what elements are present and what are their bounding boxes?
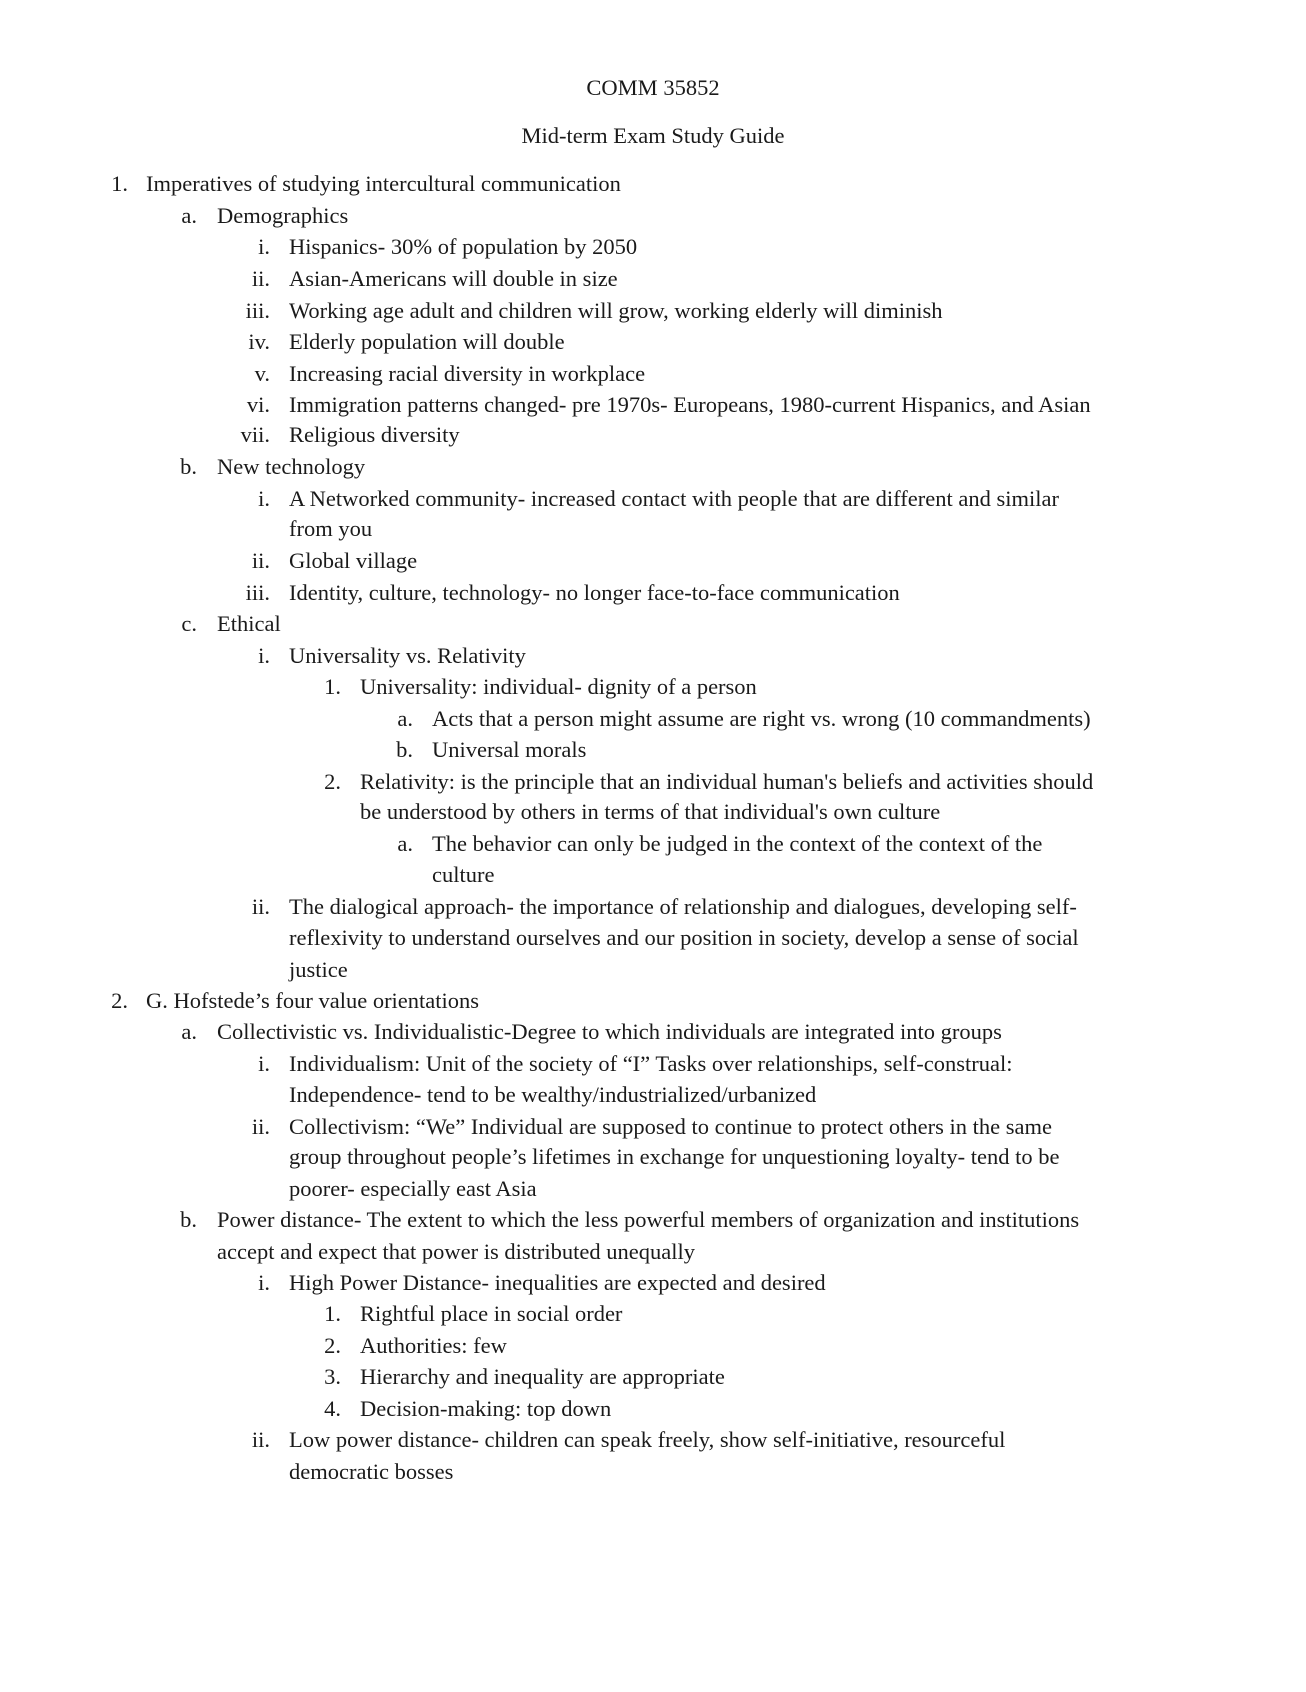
list-item-text: Elderly population will double	[289, 329, 565, 354]
list-item-text: Increasing racial diversity in workplace	[289, 361, 646, 386]
list-item-text: The behavior can only be judged in the context of the context of the	[432, 831, 1043, 856]
list-item-text: justice	[289, 957, 348, 982]
list-marker: a.	[181, 203, 197, 228]
list-item-text: reflexivity to understand ourselves and our position in society, develop a sense of social	[289, 925, 1079, 950]
list-marker: 1.	[324, 674, 341, 699]
list-item-text: Power distance- The extent to which the less powerful members of organization and institutions	[217, 1207, 1080, 1232]
list-item-text: group throughout people’s lifetimes in exchange for unquestioning loyalty- tend to be	[289, 1144, 1060, 1169]
list-marker: 3.	[324, 1364, 341, 1389]
list-item-text: Demographics	[217, 203, 349, 228]
list-item-text: Asian-Americans will double in size	[289, 266, 618, 291]
list-item-text: Global village	[289, 548, 418, 573]
list-marker: c.	[181, 611, 197, 636]
list-marker: b.	[180, 454, 197, 479]
list-item-text: Individualism: Unit of the society of “I” Tasks over relationships, self-construal:	[289, 1051, 1013, 1076]
list-marker: 4.	[324, 1396, 341, 1421]
list-marker: vii.	[240, 422, 270, 447]
list-item-text: Relativity: is the principle that an individual human's beliefs and activities should	[360, 769, 1094, 794]
list-item-text: Authorities: few	[360, 1333, 507, 1358]
list-marker: vi.	[246, 392, 270, 417]
list-item-text: Rightful place in social order	[360, 1301, 623, 1326]
list-marker: ii.	[251, 1427, 270, 1452]
list-marker: ii.	[251, 1114, 270, 1139]
list-item-text: Hispanics- 30% of population by 2050	[289, 234, 638, 259]
list-item-text: accept and expect that power is distributed unequally	[217, 1239, 695, 1264]
list-item-text: Universality vs. Relativity	[289, 643, 526, 668]
list-item-text: Identity, culture, technology- no longer face-to-face communication	[289, 580, 900, 605]
list-item-text: Ethical	[217, 611, 281, 636]
list-marker: ii.	[251, 894, 270, 919]
list-marker: b.	[180, 1207, 197, 1232]
list-marker: i.	[258, 486, 270, 511]
list-marker: iv.	[248, 329, 270, 354]
list-item-text: Collectivistic vs. Individualistic-Degree to which individuals are integrated into groups	[217, 1019, 1002, 1044]
list-item-text: Hierarchy and inequality are appropriate	[360, 1364, 725, 1389]
list-marker: v.	[254, 361, 270, 386]
list-marker: a.	[397, 831, 413, 856]
list-marker: iii.	[245, 580, 270, 605]
list-marker: iii.	[245, 298, 270, 323]
list-item-text: G. Hofstede’s four value orientations	[146, 988, 480, 1013]
list-item-text: High Power Distance- inequalities are expected and desired	[289, 1270, 826, 1295]
list-item-text: Decision-making: top down	[360, 1396, 612, 1421]
list-marker: ii.	[251, 266, 270, 291]
list-item-text: New technology	[217, 454, 366, 479]
list-marker: i.	[258, 643, 270, 668]
list-marker: i.	[258, 1270, 270, 1295]
list-marker: a.	[181, 1019, 197, 1044]
list-item-text: Imperatives of studying intercultural communication	[146, 171, 621, 196]
list-item-text: Religious diversity	[289, 422, 460, 447]
list-item-text: A Networked community- increased contact with people that are different and similar	[289, 486, 1059, 511]
list-item-text: Collectivism: “We” Individual are supposed to continue to protect others in the same	[289, 1114, 1052, 1139]
list-marker: 2.	[324, 1333, 341, 1358]
list-item-text: from you	[289, 516, 373, 541]
list-item-text: culture	[432, 862, 495, 887]
list-marker: b.	[396, 737, 413, 762]
list-marker: ii.	[251, 548, 270, 573]
list-item-text: poorer- especially east Asia	[289, 1176, 537, 1201]
list-item-text: Working age adult and children will grow, working elderly will diminish	[289, 298, 943, 323]
list-marker: a.	[397, 706, 413, 731]
list-item-text: Universal morals	[432, 737, 587, 762]
list-item-text: be understood by others in terms of that individual's own culture	[360, 799, 941, 824]
list-marker: 2.	[324, 769, 341, 794]
list-marker: 1.	[324, 1301, 341, 1326]
list-item-text: Low power distance- children can speak freely, show self-initiative, resourceful	[289, 1427, 1006, 1452]
list-item-text: Acts that a person might assume are right vs. wrong (10 commandments)	[432, 706, 1091, 731]
course-code: COMM 35852	[586, 75, 720, 100]
list-marker: 2.	[111, 988, 128, 1013]
list-marker: i.	[258, 1051, 270, 1076]
list-item-text: The dialogical approach- the importance of relationship and dialogues, developing self-	[289, 894, 1077, 919]
list-marker: 1.	[111, 171, 128, 196]
list-item-text: Immigration patterns changed- pre 1970s- Europeans, 1980-current Hispanics, and Asian	[289, 392, 1091, 417]
list-item-text: Independence- tend to be wealthy/industrialized/urbanized	[289, 1082, 817, 1107]
list-item-text: Universality: individual- dignity of a person	[360, 674, 757, 699]
list-item-text: democratic bosses	[289, 1459, 454, 1484]
document-title: Mid-term Exam Study Guide	[521, 123, 785, 148]
list-marker: i.	[258, 234, 270, 259]
